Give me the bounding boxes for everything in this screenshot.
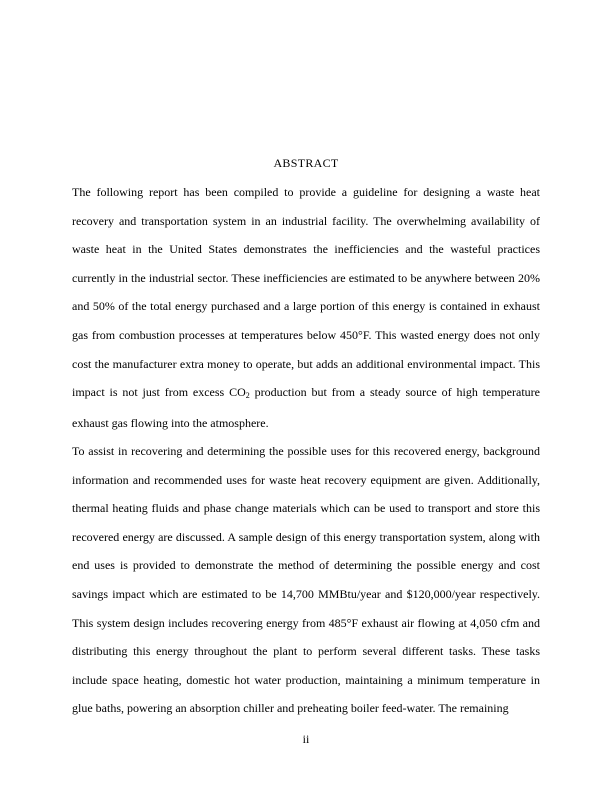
paragraph-1-text-a: The following report has been compiled to provide a guideline for designing a waste heat recovery and transportation system in an industrial facility. The overwhelming availability of waste heat in the United States demonstrates the inefficiencies and the wasteful practices currently in the industrial sector. These inefficiencies are estimated to be anywhere between 20% and 50% of the total energy purchased and a large portion of this energy is contained in exhaust gas from combustion processes at temperatures below 450°F. This wasted energy does not only cost the manufacturer extra money to operate, but adds an additional environmental impact. This impact is not just from excess CO <box>72 185 540 400</box>
page-title: ABSTRACT <box>273 156 339 170</box>
paragraph-1 <box>72 178 540 437</box>
paragraph-1-text-b: production but from a steady source of high temperature exhaust gas flowing into the atmosphere. <box>72 385 540 430</box>
page-number: ii <box>302 732 310 746</box>
co2-subscript: 2 <box>245 391 250 401</box>
paragraph-2: To assist in recovering and determining the possible uses for this recovered energy, background information and recommended uses for waste heat recovery equipment are given. Additionally, thermal heating fluids and phase change materials which can be used to transport and store this recovered energy are discussed. A sample design of this energy transportation system, along with end uses is provided to demonstrate the method of determining the possible energy and cost savings impact which are estimated to be 14,700 MMBtu/year and $120,000/year respectively. This system design includes recovering energy from 485°F exhaust air flowing at 4,050 cfm and distributing this energy throughout the plant to perform several different tasks. These tasks include space heating, domestic hot water production, maintaining a minimum temperature in glue baths, powering an absorption chiller and preheating boiler feed-water. The remaining <box>72 444 540 716</box>
